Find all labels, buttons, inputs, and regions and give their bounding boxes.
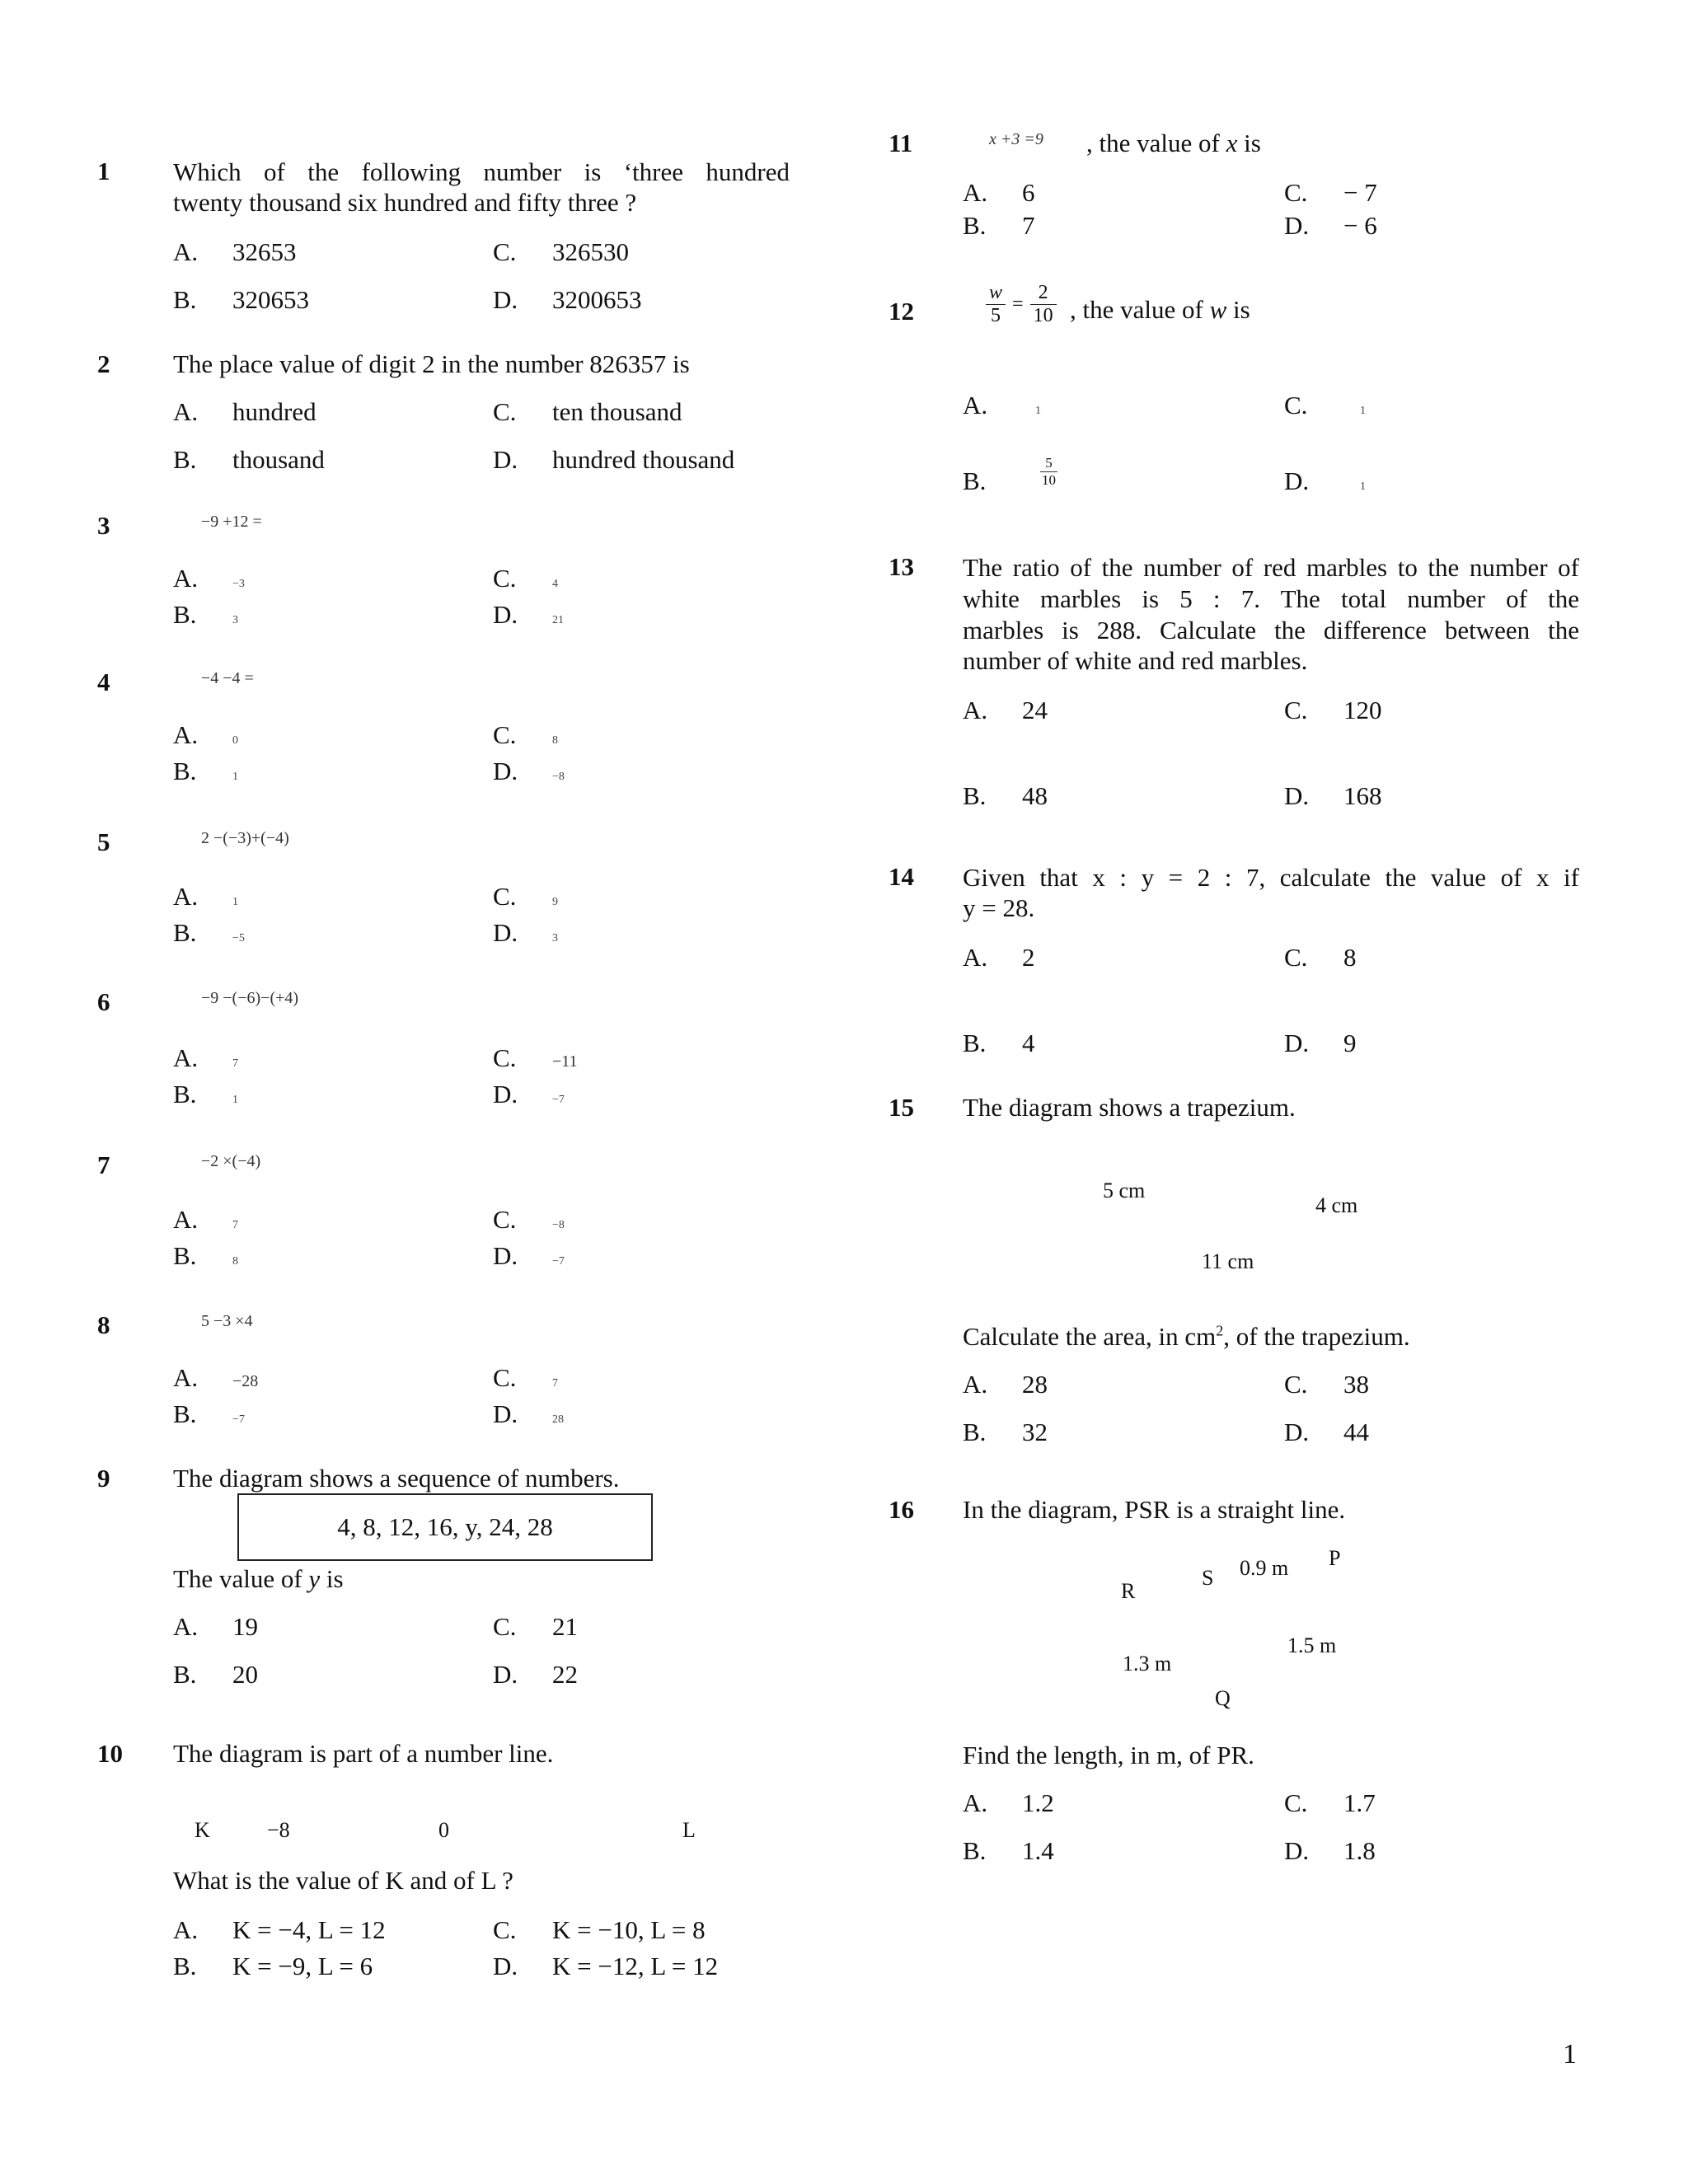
question-text: number of white and red marbles. xyxy=(963,646,1308,675)
option-d[interactable]: D. K = −12, L = 12 xyxy=(493,1952,719,1980)
question-text: The diagram is part of a number line. xyxy=(173,1739,554,1768)
option-c[interactable]: C. 7 xyxy=(493,1363,558,1392)
option-value: 7 xyxy=(1022,211,1035,240)
question-text: twenty thousand six hundred and fifty three ? xyxy=(173,188,637,217)
question-text xyxy=(1086,129,1261,158)
option-c[interactable]: C. −11 xyxy=(493,1043,578,1072)
option-value: 4 xyxy=(552,578,558,590)
option-value: hundred xyxy=(232,397,316,426)
option-value: 1 xyxy=(1360,405,1366,417)
option-d[interactable]: D. −7 xyxy=(493,1241,565,1270)
option-c[interactable]: C. ten thousand xyxy=(493,397,682,426)
question-number: 13 xyxy=(889,552,914,581)
value-of-text: The value of xyxy=(173,1564,302,1593)
numberline-label-minus8: −8 xyxy=(267,1818,290,1842)
option-d[interactable]: D. −8 xyxy=(493,757,565,785)
question-number: 5 xyxy=(97,827,110,856)
option-value: 1 xyxy=(1035,405,1041,417)
option-b-fraction xyxy=(1040,455,1057,489)
fraction-2-over-10 xyxy=(1030,282,1057,327)
math-expression: −9 +12 = xyxy=(201,513,262,531)
option-value: 3200653 xyxy=(552,285,642,314)
option-value: K = −9, L = 6 xyxy=(232,1952,373,1980)
math-expression: −2 ×(−4) xyxy=(201,1152,261,1170)
option-value: 32653 xyxy=(232,237,297,266)
option-b[interactable]: B. K = −9, L = 6 xyxy=(173,1952,373,1980)
fraction-w-over-5 xyxy=(986,282,1006,327)
numberline-label-k: K xyxy=(195,1818,210,1842)
option-c[interactable]: C. K = −10, L = 8 xyxy=(493,1915,706,1944)
option-value: −5 xyxy=(232,932,245,944)
tail-text: , the value of xyxy=(1086,129,1220,157)
equals-sign: = xyxy=(1012,293,1024,315)
option-value: 28 xyxy=(1022,1370,1048,1399)
diagram-label-q: Q xyxy=(1215,1686,1231,1710)
option-d[interactable]: D. 22 xyxy=(493,1660,578,1689)
option-value: 0 xyxy=(232,734,238,747)
option-b[interactable]: B. 1 xyxy=(173,757,238,785)
option-d[interactable]: D. hundred thousand xyxy=(493,445,735,474)
option-b[interactable]: B. thousand xyxy=(173,445,325,474)
question-number: 9 xyxy=(97,1464,110,1493)
option-c[interactable]: C. 8 xyxy=(493,720,558,749)
question-number: 8 xyxy=(97,1310,110,1339)
question-text: The diagram shows a trapezium. xyxy=(963,1093,1296,1122)
option-c[interactable]: C. 120 xyxy=(1284,696,1382,724)
option-b[interactable]: B. 8 xyxy=(173,1241,238,1270)
trapezium-label-4cm: 4 cm xyxy=(1315,1193,1358,1217)
question-text: Find the length, in m, of PR. xyxy=(963,1741,1254,1769)
option-value: K = −12, L = 12 xyxy=(552,1952,719,1980)
option-d[interactable]: D. −7 xyxy=(493,1080,565,1108)
sequence-box: 4, 8, 12, 16, y, 24, 28 xyxy=(237,1493,653,1561)
option-a[interactable]: A. hundred xyxy=(173,397,316,426)
question-number: 4 xyxy=(97,668,110,696)
option-a[interactable]: A. 1 xyxy=(963,391,1041,419)
option-value: K = −4, L = 12 xyxy=(232,1915,386,1944)
option-value: K = −10, L = 8 xyxy=(552,1915,706,1944)
question-number: 3 xyxy=(97,511,110,540)
option-c[interactable]: C. 4 xyxy=(493,564,558,593)
question-text: In the diagram, PSR is a straight line. xyxy=(963,1495,1346,1524)
option-b[interactable]: B. 20 xyxy=(173,1660,258,1689)
option-value: 19 xyxy=(232,1612,258,1641)
variable: y xyxy=(308,1564,321,1593)
option-value: 1 xyxy=(232,771,238,783)
option-value: thousand xyxy=(232,445,325,474)
option-value: 1.2 xyxy=(1022,1788,1054,1817)
trapezium-label-5cm: 5 cm xyxy=(1103,1179,1146,1202)
option-b[interactable]: B. 1 xyxy=(173,1080,238,1108)
option-value: 1 xyxy=(232,896,238,908)
question-text: Which of the following number is ‘three hundred xyxy=(173,157,790,186)
option-a[interactable]: A. −3 xyxy=(173,564,245,593)
option-b[interactable]: B. 7 xyxy=(963,211,1035,240)
diagram-label-0-9m: 0.9 m xyxy=(1240,1556,1289,1580)
question-number: 7 xyxy=(97,1151,110,1179)
option-value: 38 xyxy=(1343,1370,1369,1399)
math-expression: 2 −(−3)+(−4) xyxy=(201,829,289,847)
math-expression: 5 −3 ×4 xyxy=(201,1312,253,1330)
option-value: 9 xyxy=(552,896,558,908)
option-value: 6 xyxy=(1022,178,1035,207)
option-value: hundred thousand xyxy=(552,445,735,474)
option-b[interactable]: B. −7 xyxy=(173,1399,245,1428)
diagram-label-p: P xyxy=(1329,1546,1341,1570)
option-value: 9 xyxy=(1343,1029,1357,1057)
diagram-label-1-3m: 1.3 m xyxy=(1123,1652,1172,1675)
variable: x xyxy=(1226,129,1238,157)
math-expression: x +3 =9 xyxy=(989,130,1043,148)
question-post: , of the trapezium. xyxy=(1223,1322,1410,1351)
option-value: −8 xyxy=(552,771,565,783)
question-number: 6 xyxy=(97,987,110,1016)
option-value: 320653 xyxy=(232,285,309,314)
option-a[interactable]: A. 2 xyxy=(963,943,1035,972)
question-text: The place value of digit 2 in the number 826357 is xyxy=(173,349,690,378)
option-value: 7 xyxy=(232,1219,238,1231)
option-value: ten thousand xyxy=(552,397,682,426)
numberline-label-zero: 0 xyxy=(438,1818,449,1842)
option-d[interactable]: D. 3200653 xyxy=(493,285,642,314)
option-value: −3 xyxy=(232,578,245,590)
fraction-numerator: w xyxy=(986,282,1006,305)
option-d[interactable]: D. 3 xyxy=(493,918,558,947)
question-text xyxy=(963,1322,1410,1352)
fraction-numerator: 2 xyxy=(1030,282,1057,305)
option-c[interactable]: C. −8 xyxy=(493,1205,565,1234)
option-value: 2 xyxy=(1022,943,1035,972)
option-value: 3 xyxy=(232,614,238,626)
fraction-equation xyxy=(986,282,1057,327)
option-value: 44 xyxy=(1343,1418,1369,1446)
is-text: is xyxy=(326,1564,344,1593)
question-number: 16 xyxy=(889,1495,914,1524)
option-b[interactable]: B. 1.4 xyxy=(963,1836,1054,1865)
question-pre: Calculate the area, in cm xyxy=(963,1322,1217,1351)
diagram-label-1-5m: 1.5 m xyxy=(1287,1633,1337,1657)
option-d[interactable]: D. 1 xyxy=(1284,466,1366,495)
question-text xyxy=(1070,295,1250,325)
option-value: 3 xyxy=(552,932,558,944)
option-value: 32 xyxy=(1022,1418,1048,1446)
option-b[interactable]: B. 48 xyxy=(963,781,1048,810)
option-d[interactable]: D. 28 xyxy=(493,1399,564,1428)
option-a[interactable]: A. 1 xyxy=(173,882,238,911)
option-c[interactable]: C. 326530 xyxy=(493,237,629,266)
option-d[interactable]: D. − 6 xyxy=(1284,211,1377,240)
fraction-denominator: 5 xyxy=(991,305,1001,326)
fraction-denominator: 10 xyxy=(1042,472,1056,488)
is-text: is xyxy=(1233,295,1250,324)
option-b[interactable]: B. xyxy=(963,466,987,495)
option-b[interactable]: B. −5 xyxy=(173,918,245,947)
option-value: 168 xyxy=(1343,781,1382,810)
option-value: 21 xyxy=(552,1612,578,1641)
option-value: 7 xyxy=(552,1377,558,1390)
fraction-numerator: 5 xyxy=(1040,455,1057,472)
option-a[interactable]: A. 1.2 xyxy=(963,1788,1054,1817)
diagram-label-s: S xyxy=(1202,1566,1214,1590)
option-value: 8 xyxy=(552,734,558,747)
option-a[interactable]: A. K = −4, L = 12 xyxy=(173,1915,386,1944)
option-c[interactable]: C. 1 xyxy=(1284,391,1366,419)
option-value: 20 xyxy=(232,1660,258,1689)
option-value: 120 xyxy=(1343,696,1382,724)
option-a[interactable]: A. 0 xyxy=(173,720,238,749)
question-number: 11 xyxy=(889,129,913,157)
fraction-denominator: 10 xyxy=(1033,305,1053,326)
option-d[interactable]: D. 44 xyxy=(1284,1418,1369,1446)
option-b[interactable]: B. 3 xyxy=(173,600,238,629)
option-value: −28 xyxy=(232,1372,259,1390)
math-expression: −4 −4 = xyxy=(201,669,254,687)
option-c[interactable]: C. 1.7 xyxy=(1284,1788,1376,1817)
numberline-label-l: L xyxy=(682,1818,696,1842)
option-a[interactable]: A. 24 xyxy=(963,696,1048,724)
option-a[interactable]: A. 32653 xyxy=(173,237,297,266)
option-value: 8 xyxy=(232,1255,238,1268)
option-value: −7 xyxy=(232,1413,245,1426)
option-value: − 6 xyxy=(1343,211,1377,240)
option-value: 4 xyxy=(1022,1029,1035,1057)
option-value: 48 xyxy=(1022,781,1048,810)
page-number: 1 xyxy=(1563,2039,1577,2069)
is-text: is xyxy=(1244,129,1261,157)
question-text xyxy=(173,1564,344,1594)
option-c[interactable]: C. 9 xyxy=(493,882,558,911)
option-value: 1.4 xyxy=(1022,1836,1054,1865)
question-text: white marbles is 5 : 7. The total number of the xyxy=(963,584,1579,613)
option-a[interactable]: A. 28 xyxy=(963,1370,1048,1399)
question-number: 15 xyxy=(889,1093,914,1122)
question-text: The diagram shows a sequence of numbers. xyxy=(173,1464,620,1493)
question-number: 1 xyxy=(97,157,110,185)
option-a[interactable]: A. 19 xyxy=(173,1612,258,1641)
option-value: 1.8 xyxy=(1343,1836,1376,1865)
option-c[interactable]: C. 21 xyxy=(493,1612,578,1641)
option-a[interactable]: A. 6 xyxy=(963,178,1035,207)
option-value: 7 xyxy=(232,1057,238,1070)
option-d[interactable]: D. 21 xyxy=(493,600,564,629)
tail-text: , the value of xyxy=(1070,295,1203,324)
option-d[interactable]: D. 168 xyxy=(1284,781,1382,810)
question-number: 10 xyxy=(97,1739,123,1768)
option-value: 28 xyxy=(552,1413,564,1426)
option-value: 1 xyxy=(232,1094,238,1106)
option-b[interactable]: B. 4 xyxy=(963,1029,1035,1057)
question-number: 12 xyxy=(889,297,914,326)
superscript: 2 xyxy=(1216,1322,1224,1339)
option-value: 21 xyxy=(552,614,564,626)
option-value: 24 xyxy=(1022,696,1048,724)
diagram-label-r: R xyxy=(1121,1579,1136,1603)
option-value: −7 xyxy=(552,1094,565,1106)
option-a[interactable]: A. 7 xyxy=(173,1043,238,1072)
option-c[interactable]: C. 38 xyxy=(1284,1370,1369,1399)
option-c[interactable]: C. 8 xyxy=(1284,943,1357,972)
question-number: 2 xyxy=(97,349,110,378)
option-d[interactable]: D. 9 xyxy=(1284,1029,1357,1057)
option-value: 22 xyxy=(552,1660,578,1689)
option-c[interactable]: C. − 7 xyxy=(1284,178,1377,207)
option-value: −11 xyxy=(552,1052,578,1071)
variable: w xyxy=(1209,295,1227,324)
question-text: marbles is 288. Calculate the difference between the xyxy=(963,616,1579,644)
option-value: 8 xyxy=(1343,943,1357,972)
option-value: 1.7 xyxy=(1343,1788,1376,1817)
option-d[interactable]: D. 1.8 xyxy=(1284,1836,1376,1865)
question-text: y = 28. xyxy=(963,893,1035,922)
question-number: 14 xyxy=(889,862,914,891)
option-a[interactable]: A. −28 xyxy=(173,1363,259,1392)
option-a[interactable]: A. 7 xyxy=(173,1205,238,1234)
question-text: The ratio of the number of red marbles to the number of xyxy=(963,553,1579,582)
option-b[interactable]: B. 32 xyxy=(963,1418,1048,1446)
trapezium-label-11cm: 11 cm xyxy=(1202,1249,1254,1273)
option-b[interactable]: B. 320653 xyxy=(173,285,309,314)
question-text: Given that x : y = 2 : 7, calculate the value of x if xyxy=(963,863,1579,892)
option-value: −8 xyxy=(552,1219,565,1231)
option-value: 1 xyxy=(1360,480,1366,493)
math-expression: −9 −(−6)−(+4) xyxy=(201,989,299,1007)
option-value: − 7 xyxy=(1343,178,1377,207)
option-value: 326530 xyxy=(552,237,629,266)
option-value: −7 xyxy=(552,1255,565,1268)
question-text: What is the value of K and of L ? xyxy=(173,1866,513,1895)
